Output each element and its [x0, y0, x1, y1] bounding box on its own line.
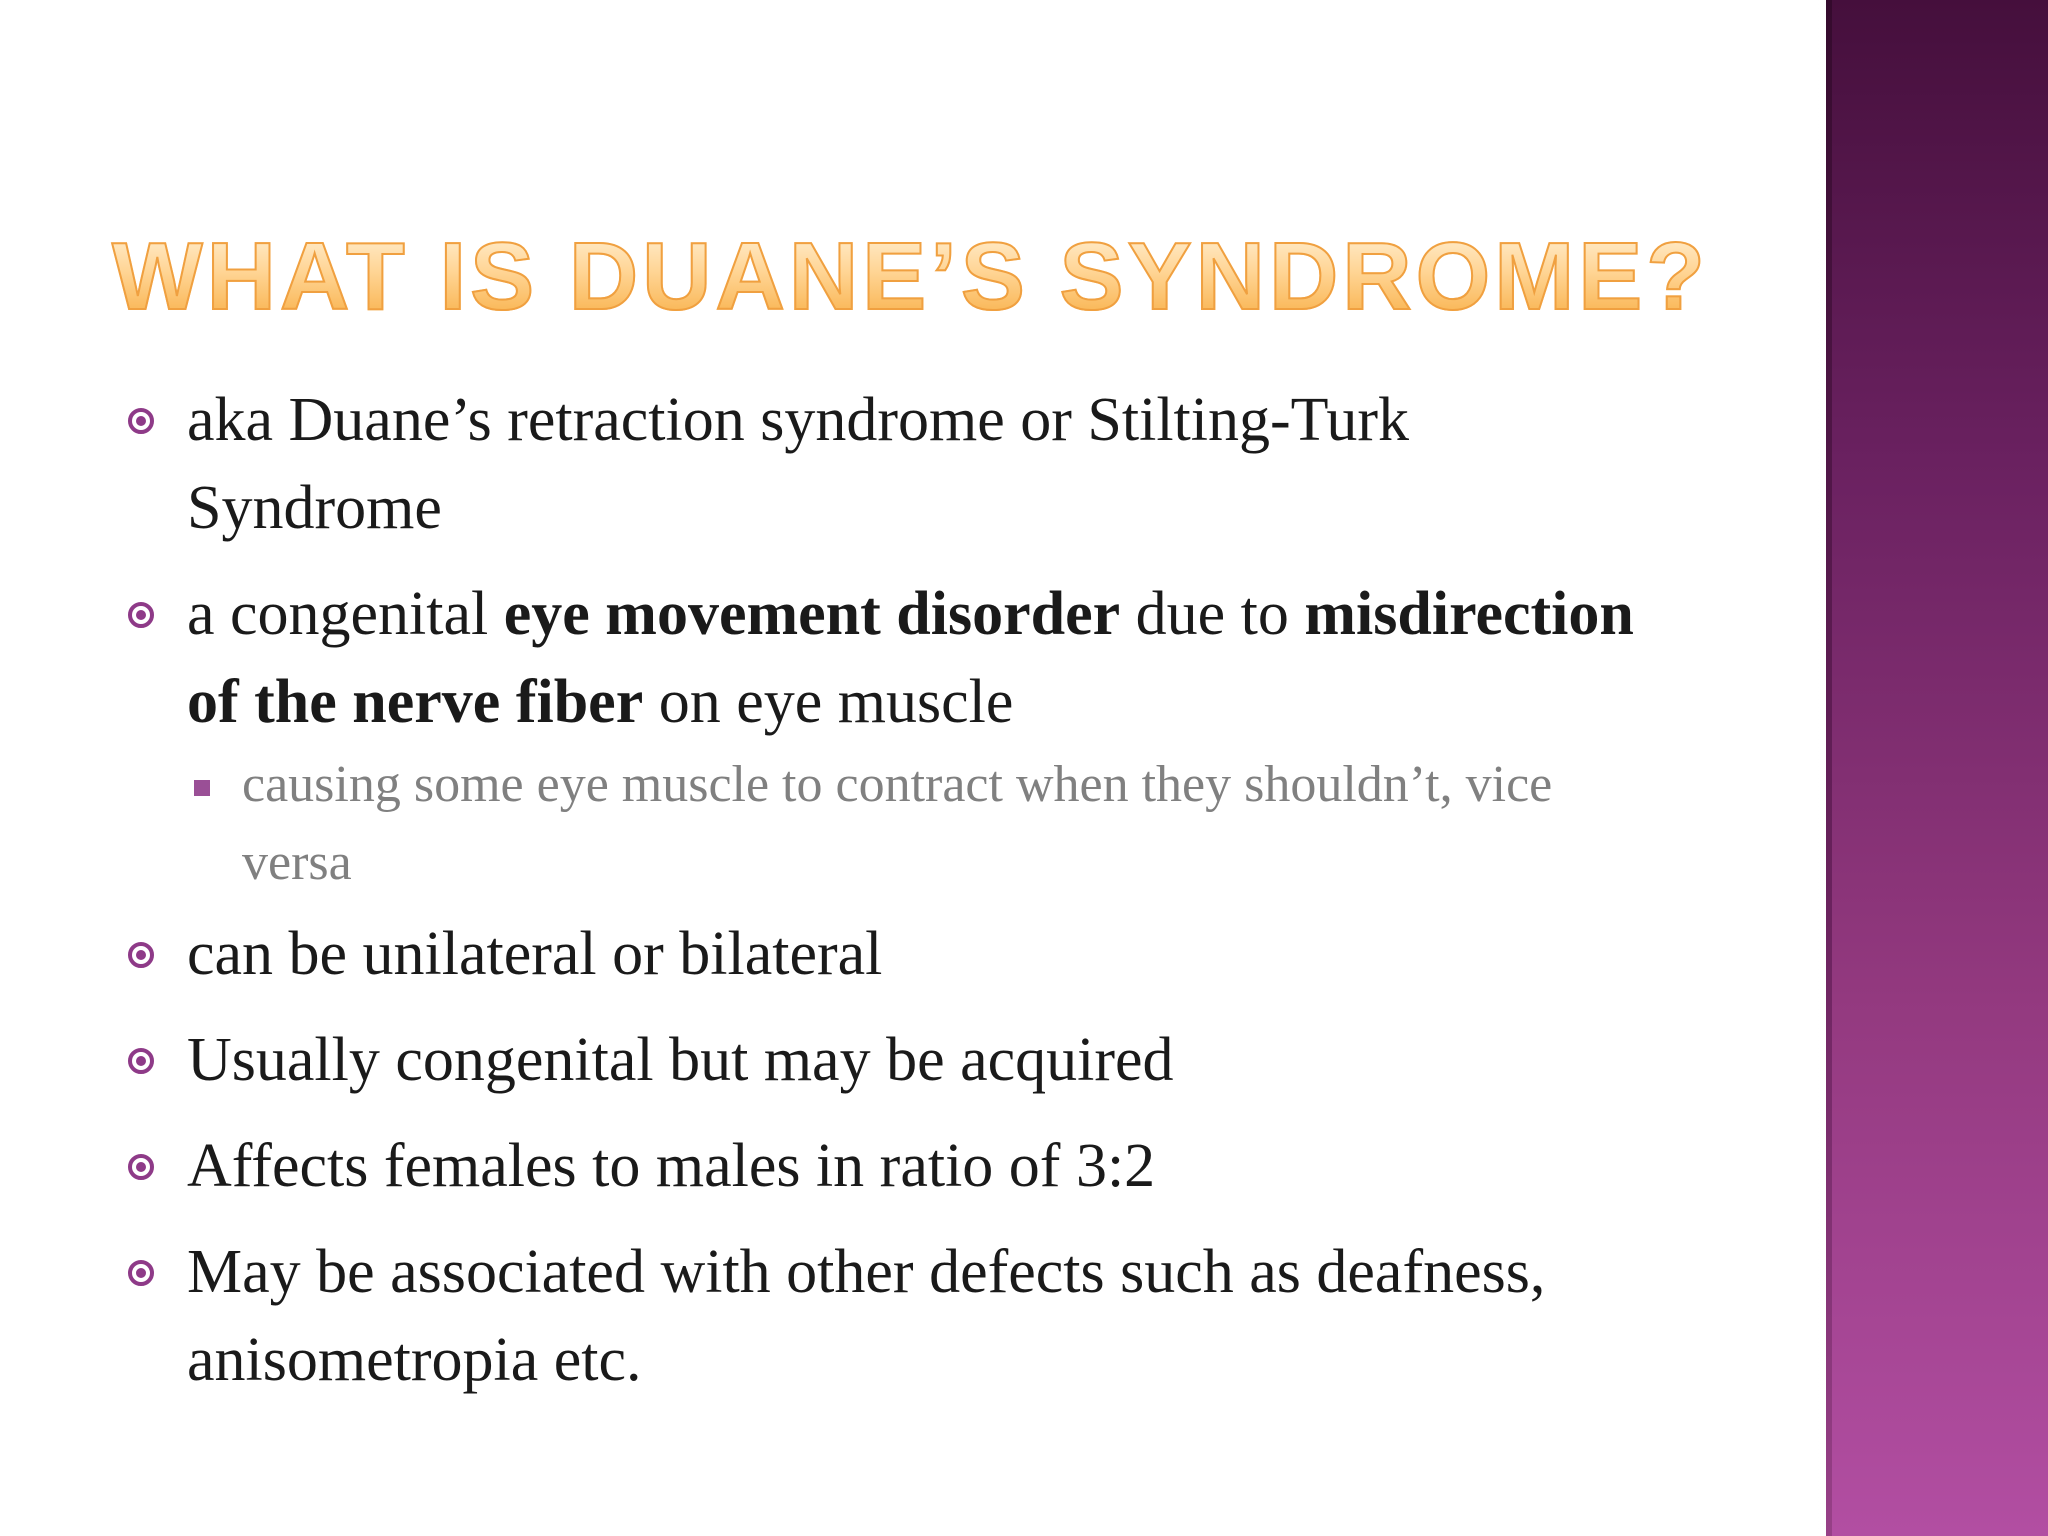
bullet-text: May be associated with other defects such as deafness, anisometropia etc. — [187, 1238, 1546, 1394]
bullet-text: can be unilateral or bilateral — [187, 920, 883, 988]
sub-bullet-text: causing some eye muscle to contract when they shouldn’t, vice versa — [242, 756, 1553, 891]
circle-bullet-icon — [128, 942, 154, 968]
circle-bullet-icon — [128, 1260, 154, 1286]
bullet-text-part: a congenital — [187, 580, 504, 648]
bullet-item — [122, 1122, 1642, 1210]
slide-title: WHAT IS DUANE’S SYNDROME? — [112, 222, 1812, 332]
bullet-text: Affects females to males in ratio of 3:2 — [187, 1132, 1156, 1200]
circle-bullet-icon — [128, 408, 154, 434]
bullet-item — [122, 570, 1642, 746]
bullet-bold-text: misdirection of the nerve fiber — [187, 580, 1634, 736]
side-decoration-band — [1826, 0, 2048, 1536]
bullet-text-part: due to — [1120, 580, 1305, 648]
side-band-edge — [1826, 0, 1832, 1536]
bullet-text-part: on eye muscle — [643, 668, 1014, 736]
square-bullet-icon — [194, 780, 210, 796]
sub-bullet-item — [122, 746, 1642, 902]
circle-bullet-icon — [128, 602, 154, 628]
bullet-bold-text: eye movement disorder — [503, 580, 1121, 648]
bullet-item — [122, 1016, 1642, 1104]
circle-bullet-icon — [128, 1154, 154, 1180]
bullet-item — [122, 910, 1642, 998]
bullet-item — [122, 376, 1642, 552]
bullet-item — [122, 1228, 1642, 1404]
bullet-text: Usually congenital but may be acquired — [187, 1026, 1174, 1094]
circle-bullet-icon — [128, 1048, 154, 1074]
bullet-list — [122, 376, 1642, 1404]
bullet-text: aka Duane’s retraction syndrome or Stilting-Turk Syndrome — [187, 386, 1409, 542]
